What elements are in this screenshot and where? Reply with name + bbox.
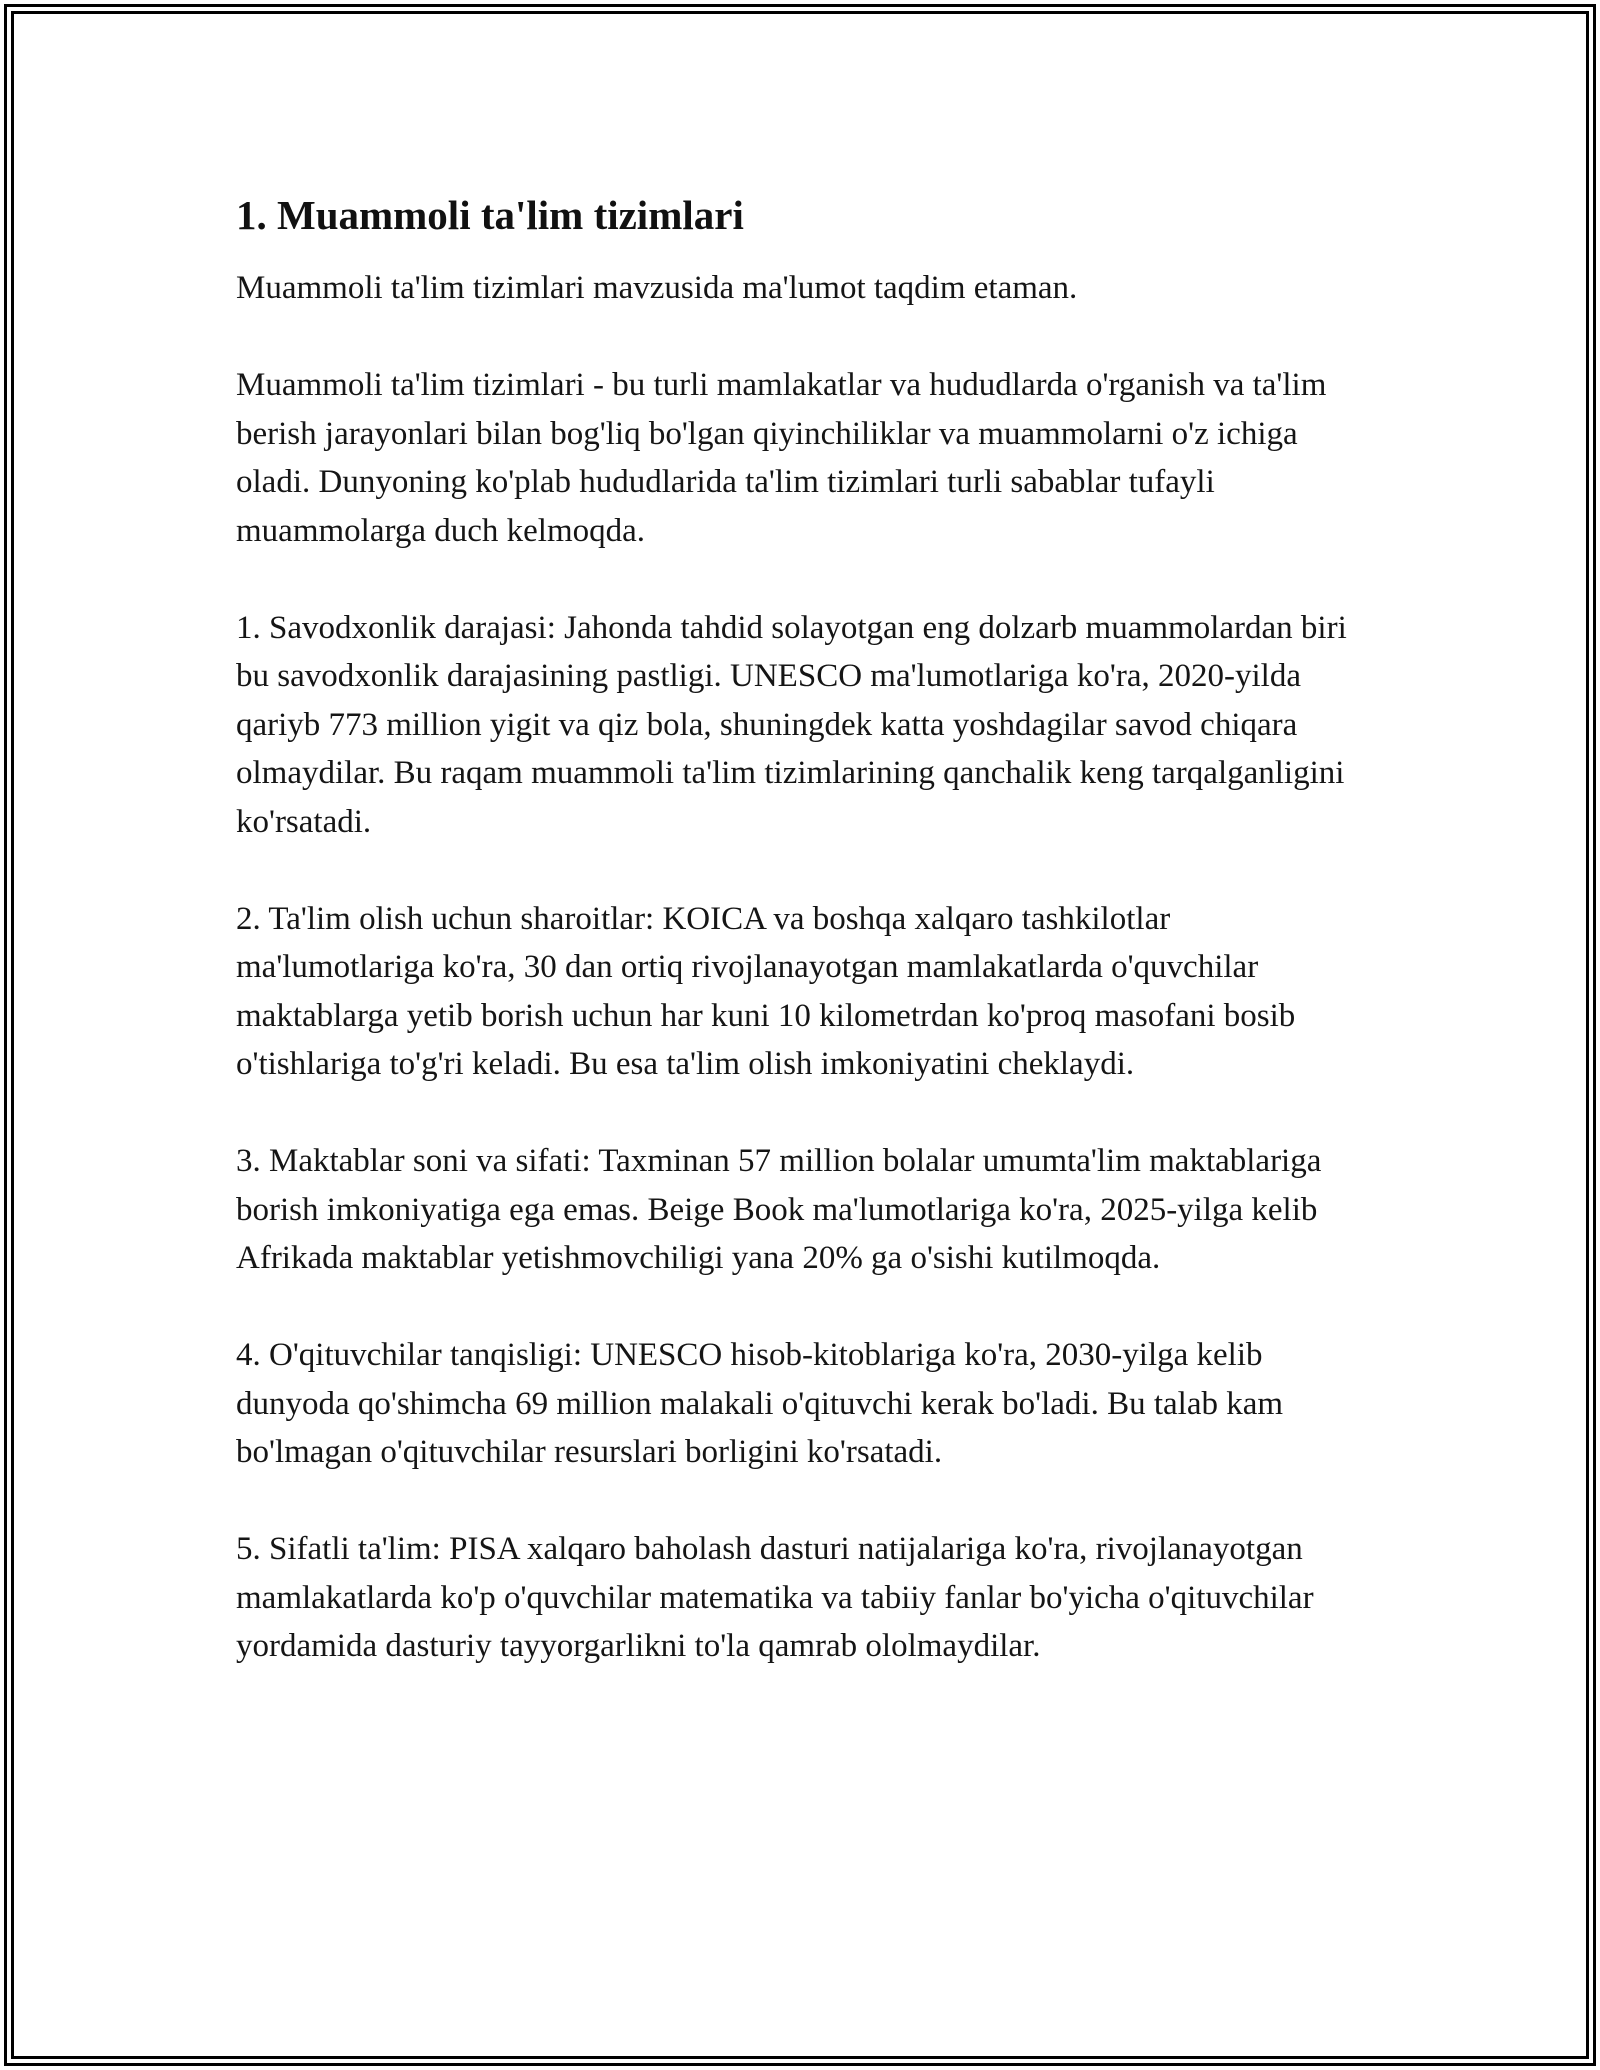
point-schools-paragraph: 3. Maktablar soni va sifati: Taxminan 57 million bolalar umumta'lim maktablariga borish imkoniyatiga ega emas. Beige Book ma'lumotlariga ko'ra, 2025-yilga kelib Afrikada maktablar yetishmovchiligi yana 20% ga o'sishi kutilmoqda. — [236, 1143, 1322, 1276]
section-heading: 1. Muammoli ta'lim tizimlari — [236, 192, 744, 238]
intro-paragraph: Muammoli ta'lim tizimlari mavzusida ma'lumot taqdim etaman. — [236, 270, 1078, 306]
point-teachers-paragraph: 4. O'qituvchilar tanqisligi: UNESCO hisob-kitoblariga ko'ra, 2030-yilga kelib dunyoda qo'shimcha 69 million malakali o'qituvchi kerak bo'ladi. Bu talab kam bo'lmagan o'qituvchilar resurslari borligini ko'rsatadi. — [236, 1337, 1284, 1470]
overview-paragraph: Muammoli ta'lim tizimlari - bu turli mamlakatlar va hududlarda o'rganish va ta'lim berish jarayonlari bilan bog'liq bo'lgan qiyinchiliklar va muammolarni o'z ichiga oladi. Dunyoning ko'plab hududlarida ta'lim tizimlari turli sabablar tufayli muammolarga duch kelmoqda. — [236, 367, 1327, 549]
point-quality-paragraph: 5. Sifatli ta'lim: PISA xalqaro baholash dasturi natijalariga ko'ra, rivojlanayotgan mamlakatlarda ko'p o'quvchilar matematika va tabiiy fanlar bo'yicha o'qituvchilar yordamida dasturiy tayyorgarlikni to'la qamrab ololmaydilar. — [236, 1531, 1314, 1664]
point-conditions-paragraph: 2. Ta'lim olish uchun sharoitlar: KOICA va boshqa xalqaro tashkilotlar ma'lumotlariga ko'ra, 30 dan ortiq rivojlanayotgan mamlakatlarda o'quvchilar maktablarga yetib borish uchun har kuni 10 kilometrdan ko'proq masofani bosib o'tishlariga to'g'ri keladi. Bu esa ta'lim olish imkoniyatini cheklaydi. — [236, 900, 1296, 1082]
document-body — [236, 186, 1366, 1671]
point-literacy-paragraph: 1. Savodxonlik darajasi: Jahonda tahdid solayotgan eng dolzarb muammolardan biri bu savodxonlik darajasining pastligi. UNESCO ma'lumotlariga ko'ra, 2020-yilda qariyb 773 million yigit va qiz bola, shuningdek katta yoshdagilar savod chiqara olmaydilar. Bu raqam muammoli ta'lim tizimlarining qanchalik keng tarqalganligini ko'rsatadi. — [236, 609, 1347, 840]
